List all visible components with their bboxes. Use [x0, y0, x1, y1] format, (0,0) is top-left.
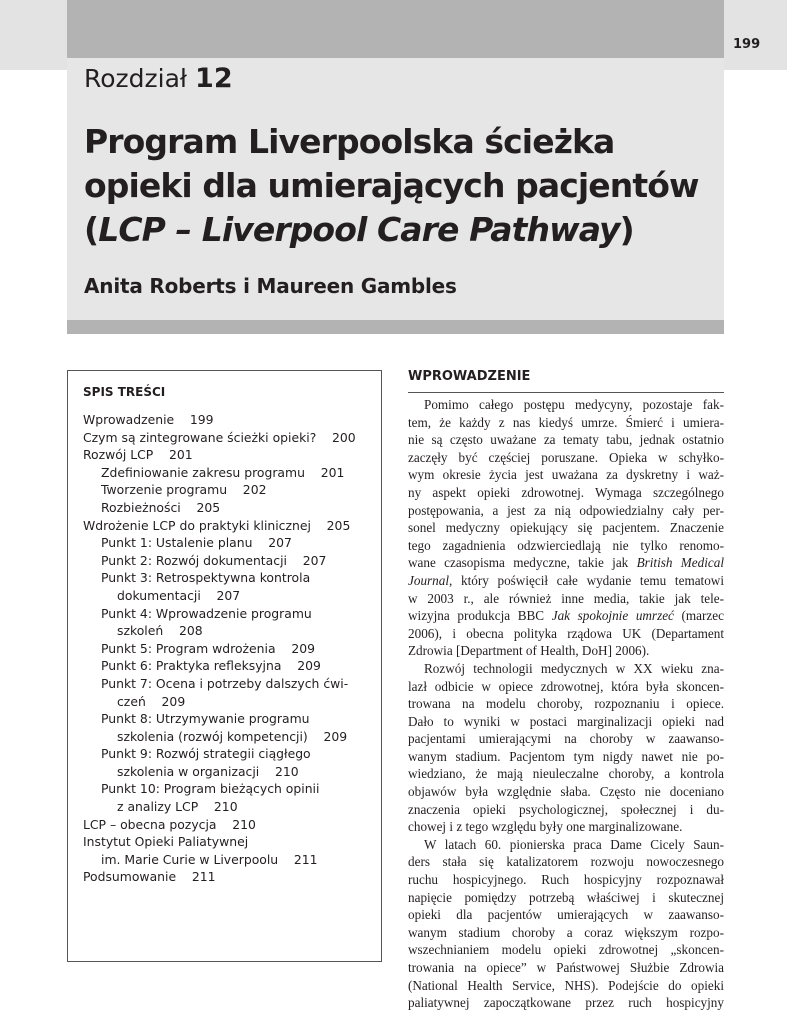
- toc-entry: [83, 657, 356, 675]
- text-line: ruchu hospicyjnego. Ruch hospicyjny rozpoznawał: [408, 872, 724, 888]
- toc-entry: [83, 605, 356, 623]
- toc-entry: [83, 429, 356, 447]
- text-run: (marzec: [673, 608, 724, 624]
- toc-entry: [83, 622, 356, 640]
- title-rule-band: [67, 320, 724, 334]
- text-line: ders stała się katalizatorem rozwoju nowoczesnego: [408, 854, 724, 870]
- text-line: objawów była względnie słaba. Często nie doceniano: [408, 784, 724, 800]
- text-line: nie są często uważane za tematy tabu, jednak ostatnio: [408, 432, 724, 448]
- text-line: tem, że każdy z nas kiedyś umrze. Śmierć i umiera-: [408, 414, 724, 430]
- toc-entry: [83, 569, 356, 587]
- text-line: wym okresie życia jest uważana za dyskretny i waż-: [408, 467, 724, 483]
- chapter-label: [84, 61, 233, 97]
- text-line: znaczenia opieki psychologicznej, społecznej i du-: [408, 801, 724, 817]
- toc-entry-text: Wdrożenie LCP do praktyki klinicznej 205: [83, 517, 351, 533]
- header-dark-band: [67, 0, 724, 58]
- text-line: paliatywnej zapoczątkowane przez ruch hospicyjny: [408, 995, 724, 1011]
- toc-entry: [83, 816, 356, 834]
- toc-entry-text: Punkt 6: Praktyka refleksyjna 209: [101, 658, 321, 674]
- page-number: 199: [733, 37, 761, 52]
- toc-entry: [83, 798, 356, 816]
- italic-text: Journal: [408, 572, 450, 588]
- toc-entry-text: Punkt 2: Rozwój dokumentacji 207: [101, 552, 327, 568]
- toc-entry-text: Punkt 1: Ustalenie planu 207: [101, 535, 292, 551]
- text-line: pacjentami umierającymi na choroby w zaawanso-: [408, 731, 724, 747]
- italic-text: British Medical: [636, 555, 724, 571]
- toc-entry: [83, 552, 356, 570]
- text-run: , który poświęcił całe wydanie temu tematowi: [449, 572, 724, 588]
- text-line: [408, 554, 724, 572]
- toc-entry-text: Punkt 4: Wprowadzenie programu: [101, 605, 312, 621]
- toc-entry: [83, 481, 356, 499]
- toc-entry-text: szkolenia (rozwój kompetencji) 209: [117, 728, 348, 744]
- text-line: wanym stadium choroby a coraz większym rozpo-: [408, 924, 724, 940]
- toc-entry: [83, 446, 356, 464]
- text-line: 2006), i obecna polityka rządowa UK (Departament: [408, 625, 724, 641]
- toc-entry: [83, 780, 356, 798]
- text-line: trowania na opiece” w Państwowej Służbie Zdrowia: [408, 960, 724, 975]
- toc-list: [83, 411, 356, 886]
- title-line-3: [84, 208, 699, 252]
- text-line: tego zagadnienia odzwierciedlają nie tylko renomo-: [408, 537, 724, 553]
- text-line: W latach 60. pionierska praca Dame Cicely Saun-: [424, 836, 724, 852]
- toc-entry-text: Punkt 9: Rozwój strategii ciągłego: [101, 746, 311, 762]
- text-line: napięcie pomiędzy potrzebą właściwej i skutecznej: [408, 889, 724, 905]
- title-paren-open: (: [84, 210, 99, 249]
- toc-entry: [83, 534, 356, 552]
- toc-entry-text: z analizy LCP 210: [117, 799, 238, 815]
- text-line: Pomimo całego postępu medycyny, pozostaje fak-: [424, 397, 724, 412]
- text-line: w 2003 r., ale również inne media, takie jak tele-: [408, 590, 724, 606]
- toc-entry: [83, 833, 356, 851]
- toc-entry: [83, 851, 356, 869]
- toc-entry-text: Punkt 8: Utrzymywanie programu: [101, 711, 310, 727]
- toc-entry: [83, 517, 356, 535]
- paragraph-2: [408, 660, 724, 836]
- toc-entry: [83, 675, 356, 693]
- text-line: wanym stadium. Pacjentom tym nigdy nawet nie po-: [408, 748, 724, 764]
- toc-entry: [83, 763, 356, 781]
- toc-entry: [83, 868, 356, 886]
- toc-entry-text: szkolenia w organizacji 210: [117, 763, 299, 779]
- text-run: wane czasopisma medyczne, takie jak: [408, 555, 637, 571]
- title-line-2: opieki dla umierających pacjentów: [84, 166, 699, 205]
- authors: Anita Roberts i Maureen Gambles: [84, 274, 457, 298]
- title-panel: [67, 58, 724, 320]
- text-line: Rozwój technologii medycznych w XX wieku zna-: [424, 660, 724, 676]
- toc-entry: [83, 499, 356, 517]
- toc-entry-text: Rozbieżności 205: [101, 499, 221, 515]
- toc-entry-text: Wprowadzenie 199: [83, 412, 214, 427]
- section-heading: WPROWADZENIE: [408, 368, 724, 393]
- title-italic: LCP – Liverpool Care Pathway: [98, 210, 620, 249]
- title-paren-close: ): [619, 210, 634, 249]
- toc-entry: [83, 745, 356, 763]
- toc-entry-text: Czym są zintegrowane ścieżki opieki? 200: [83, 429, 356, 445]
- text-line: chowej i z tego względu były one marginalizowane.: [408, 819, 683, 835]
- text-line: postępowania, a jest za nią odpowiedzialny cały per-: [408, 502, 724, 518]
- text-line: lazł odbicie w opiece zdrowotnej, która była skoncen-: [408, 678, 724, 694]
- toc-entry-text: Rozwój LCP 201: [83, 447, 193, 463]
- toc-entry: [83, 728, 356, 746]
- text-line: zaczęły być częściej poruszane. Opieka w schyłko-: [408, 449, 724, 465]
- text-line: trowana na modelu choroby, rozpoznaniu i opiece.: [408, 696, 724, 712]
- body-text: [408, 396, 724, 1012]
- toc-entry: [83, 693, 356, 711]
- text-line: ny aspekt opieki zdrowotnej. Wymaga szczególnego: [408, 484, 724, 500]
- toc-entry-text: Punkt 5: Program wdrożenia 209: [101, 640, 315, 656]
- text-line: [408, 572, 724, 590]
- toc-entry-text: Punkt 10: Program bieżących opinii: [101, 781, 320, 797]
- table-of-contents: [67, 370, 382, 962]
- paragraph-1: [408, 396, 724, 660]
- toc-entry-text: szkoleń 208: [117, 623, 203, 639]
- paragraph-3: [408, 836, 724, 1012]
- toc-entry-text: Punkt 3: Retrospektywna kontrola: [101, 570, 311, 586]
- toc-entry: [83, 710, 356, 728]
- chapter-number: 12: [195, 63, 233, 94]
- chapter-title: [84, 120, 699, 252]
- toc-heading: SPIS TREŚCI: [83, 385, 166, 399]
- toc-entry-text: LCP – obecna pozycja 210: [83, 816, 256, 832]
- text-line: (National Health Service, NHS). Podejście do opieki: [408, 977, 724, 993]
- title-line-1: Program Liverpoolska ścieżka: [84, 122, 615, 161]
- toc-entry-text: Tworzenie programu 202: [101, 482, 267, 498]
- toc-entry: [83, 640, 356, 658]
- text-line: sonel medyczny opiekujący się pacjentem. Znaczenie: [408, 520, 724, 536]
- italic-text: Jak spokojnie umrzeć: [551, 608, 674, 624]
- text-run: wizyjna produkcja BBC: [408, 608, 552, 624]
- text-line: Zdrowia [Department of Health, DoH] 2006).: [408, 643, 650, 659]
- toc-entry-text: Zdefiniowanie zakresu programu 201: [101, 464, 345, 480]
- text-line: Dało to wyniki w postaci marginalizacji opieki nad: [408, 713, 724, 729]
- toc-entry: [83, 464, 356, 482]
- text-line: wszechnianiem modelu opieki zdrowotnej „skoncen-: [408, 942, 724, 958]
- toc-entry-text: im. Marie Curie w Liverpoolu 211: [101, 851, 318, 867]
- toc-entry: [83, 411, 356, 429]
- text-line: wiedziano, że mają nieuleczalne choroby, a kontrola: [408, 766, 724, 782]
- toc-entry-text: Punkt 7: Ocena i potrzeby dalszych ćwi-: [101, 675, 349, 691]
- text-line: [408, 607, 724, 625]
- toc-entry: [83, 587, 356, 605]
- toc-entry-text: Podsumowanie 211: [83, 869, 216, 885]
- chapter-word: Rozdział: [84, 64, 188, 93]
- toc-entry-text: dokumentacji 207: [117, 587, 241, 603]
- text-line: opieki dla pacjentów umierających w zaawanso-: [408, 907, 724, 923]
- toc-entry-text: czeń 209: [117, 693, 186, 709]
- toc-entry-text: Instytut Opieki Paliatywnej: [83, 834, 249, 850]
